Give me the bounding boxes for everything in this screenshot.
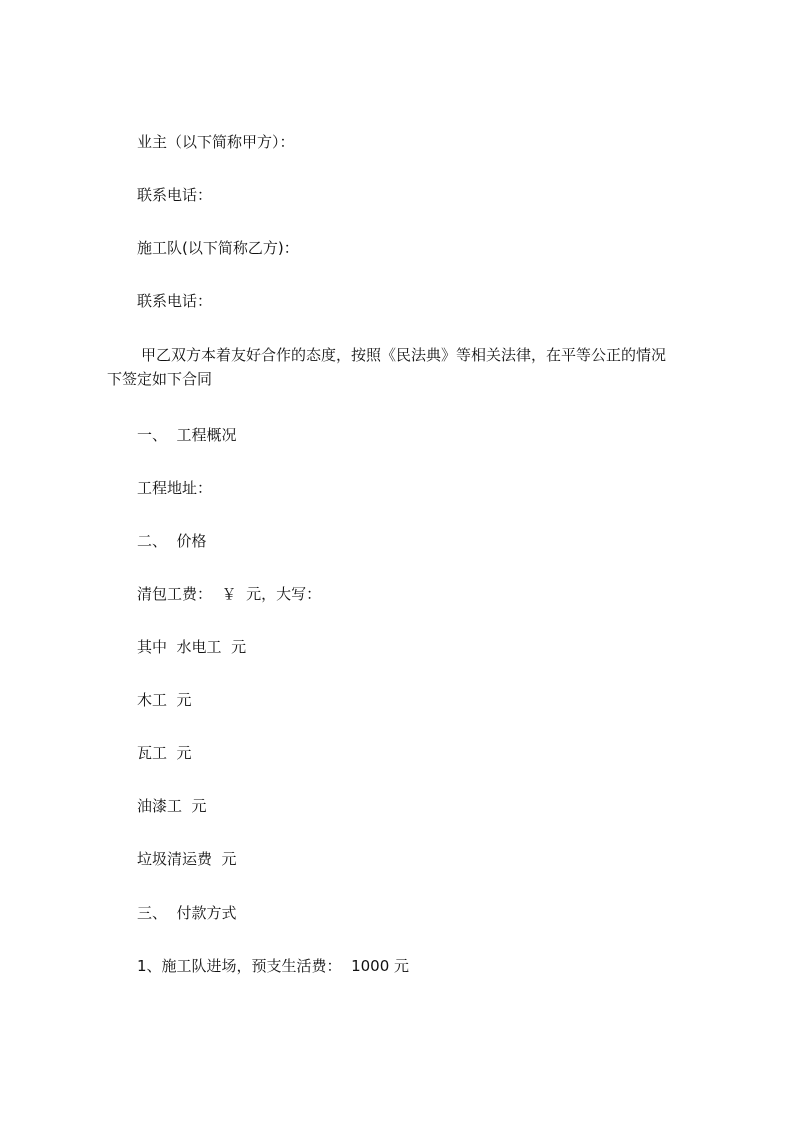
price-item-carpentry: 木工 元 [137, 691, 192, 709]
section-1-heading: 一、 工程概况 [137, 426, 237, 444]
contractor-phone-line: 联系电话： [137, 292, 213, 310]
price-item-tiling: 瓦工 元 [137, 744, 192, 762]
project-address-line: 工程地址： [137, 479, 213, 497]
labor-total-line: 清包工费： ￥ 元，大写： [137, 585, 322, 603]
intro-paragraph [107, 343, 707, 391]
intro-line-2: 下签定如下合同 [107, 370, 213, 388]
payment-item-1: 1、施工队进场，预支生活费： 1000 元 [137, 957, 410, 975]
owner-phone-line: 联系电话： [137, 186, 213, 204]
owner-party-line: 业主（以下简称甲方）： [137, 133, 295, 151]
price-item-waste-removal: 垃圾清运费 元 [137, 850, 237, 868]
section-2-heading: 二、 价格 [137, 532, 207, 550]
section-3-heading: 三、 付款方式 [137, 904, 237, 922]
price-item-plumbing-electrical: 其中 水电工 元 [137, 638, 247, 656]
price-item-painting: 油漆工 元 [137, 797, 207, 815]
intro-line-1: 甲乙双方本着友好合作的态度，按照《民法典》等相关法律，在平等公正的情况 [141, 346, 667, 364]
contractor-party-line: 施工队(以下简称乙方)： [137, 239, 299, 257]
